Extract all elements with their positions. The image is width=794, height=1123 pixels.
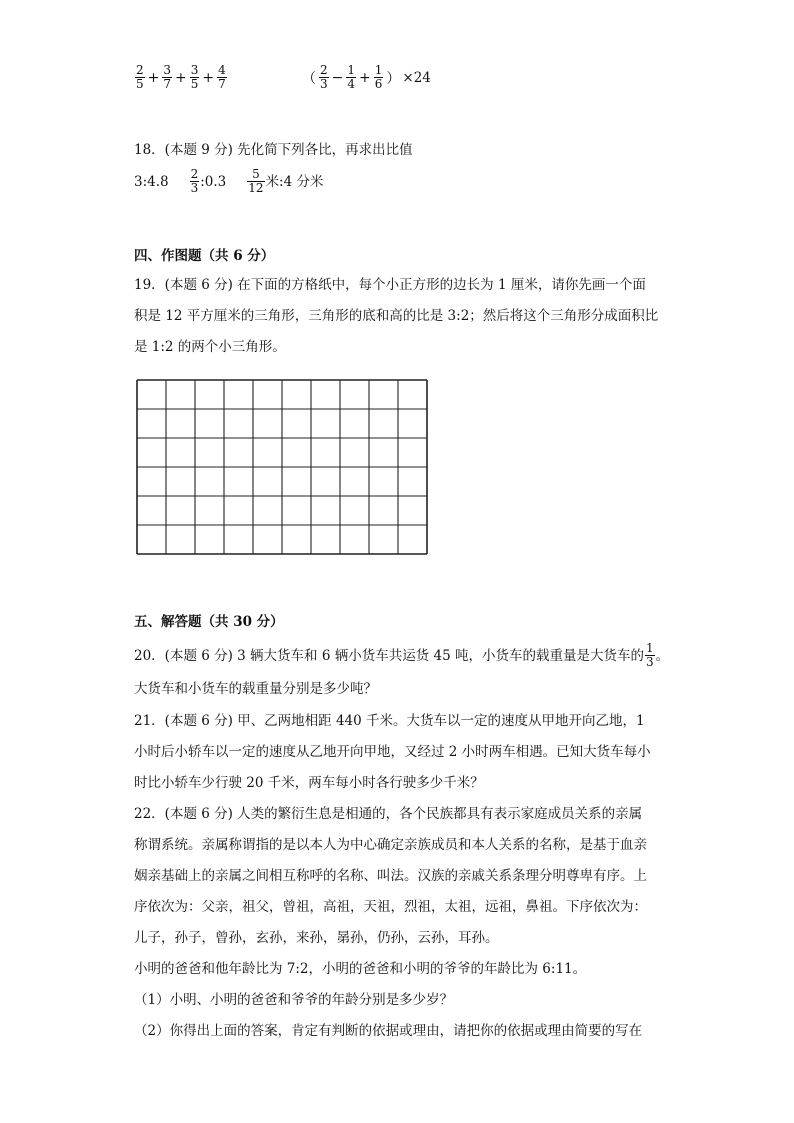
q21-line: 小时后小轿车以一定的速度从乙地开向甲地，又经过 2 小时两车相遇。已知大货车每小: [134, 744, 651, 760]
operator: +: [175, 69, 187, 86]
fraction: $\frac{1}{6}$: [374, 63, 383, 91]
q20-line-1: [134, 642, 669, 669]
section-4-title: 四、作图题（共 6 分）: [134, 248, 275, 264]
q18-item-2-rest: :0.3: [200, 173, 227, 190]
q20-text: 20．(本题 6 分) 3 辆大货车和 6 辆小货车共运货 45 吨，小货车的载重量是大货车的: [134, 647, 644, 664]
q18-heading: 18．(本题 9 分) 先化简下列各比，再求出比值: [134, 142, 413, 158]
operator: +: [359, 69, 371, 86]
calc-expression-1: [134, 64, 228, 91]
section-5-title: 五、解答题（共 30 分）: [134, 614, 284, 630]
operator: +: [202, 69, 215, 86]
q22-subquestion-1: （1）小明、小明的爸爸和爷爷的年龄分别是多少岁？: [134, 992, 454, 1008]
fraction: $\frac{1}{3}$: [646, 641, 654, 669]
calc-expression-2: [300, 64, 431, 91]
q22-line: 小明的爸爸和他年龄比为 7:2，小明的爸爸和小明的爷爷的年龄比为 6:11。: [134, 961, 587, 977]
paren-open: （: [302, 70, 316, 87]
fraction: $\frac{3}{5}$: [190, 63, 199, 91]
operator: −: [331, 69, 344, 86]
q18-item-3-rest: 米:4 分米: [265, 173, 324, 190]
q22-subquestion-2: （2）你得出上面的答案，肯定有判断的依据或理由，请把你的依据或理由简要的写在: [134, 1023, 643, 1039]
q22-line: 姻亲基础上的亲属之间相互称呼的名称、叫法。汉族的亲戚关系条理分明尊卑有序。上: [134, 868, 647, 884]
fraction: $\frac{1}{4}$: [347, 63, 356, 91]
fraction: $\frac{4}{7}$: [218, 63, 226, 91]
operator: +: [147, 69, 160, 86]
fraction: $\frac{3}{7}$: [163, 63, 172, 91]
q19-line: 积是 12 平方厘米的三角形，三角形的底和高的比是 3:2；然后将这个三角形分成面积比: [134, 308, 659, 324]
q20-end: 。: [655, 647, 670, 664]
q21-line: 时比小轿车少行驶 20 千米，两车每小时各行驶多少千米？: [134, 775, 484, 791]
fraction: $\frac{2}{3}$: [190, 167, 199, 195]
q20-line-2: 大货车和小货车的载重量分别是多少吨？: [134, 681, 377, 697]
paren-close: ）: [386, 70, 401, 87]
q22-line: 序依次为：父亲，祖父，曾祖，高祖，天祖，烈祖，太祖，远祖，鼻祖。下序依次为：: [134, 899, 647, 915]
q19-line: 是 1:2 的两个小三角形。: [134, 339, 286, 355]
q22-line: 称谓系统。亲属称谓指的是以本人为中心确定亲族成员和本人关系的名称，是基于血亲: [134, 837, 647, 853]
square-grid-paper[interactable]: [136, 379, 428, 555]
q21-line: 21．(本题 6 分) 甲、乙两地相距 440 千米。大货车以一定的速度从甲地开向乙地，1: [134, 713, 645, 729]
q22-line: 儿子，孙子，曾孙，玄孙，来孙，晜孙，仍孙，云孙，耳孙。: [134, 930, 499, 946]
fraction: $\frac{5}{12}$: [248, 167, 264, 195]
q22-line: 22．(本题 6 分) 人类的繁衍生息是相通的，各个民族都具有表示家庭成员关系的亲属: [134, 806, 643, 822]
q18-items: [134, 168, 324, 195]
multiplier: ×24: [402, 69, 431, 86]
q18-item-1: 3:4.8: [134, 173, 169, 190]
fraction: $\frac{2}{5}$: [136, 63, 144, 91]
q19-line: 19．(本题 6 分) 在下面的方格纸中，每个小正方形的边长为 1 厘米，请你先画一个面: [134, 277, 646, 293]
fraction: $\frac{2}{3}$: [320, 63, 328, 91]
